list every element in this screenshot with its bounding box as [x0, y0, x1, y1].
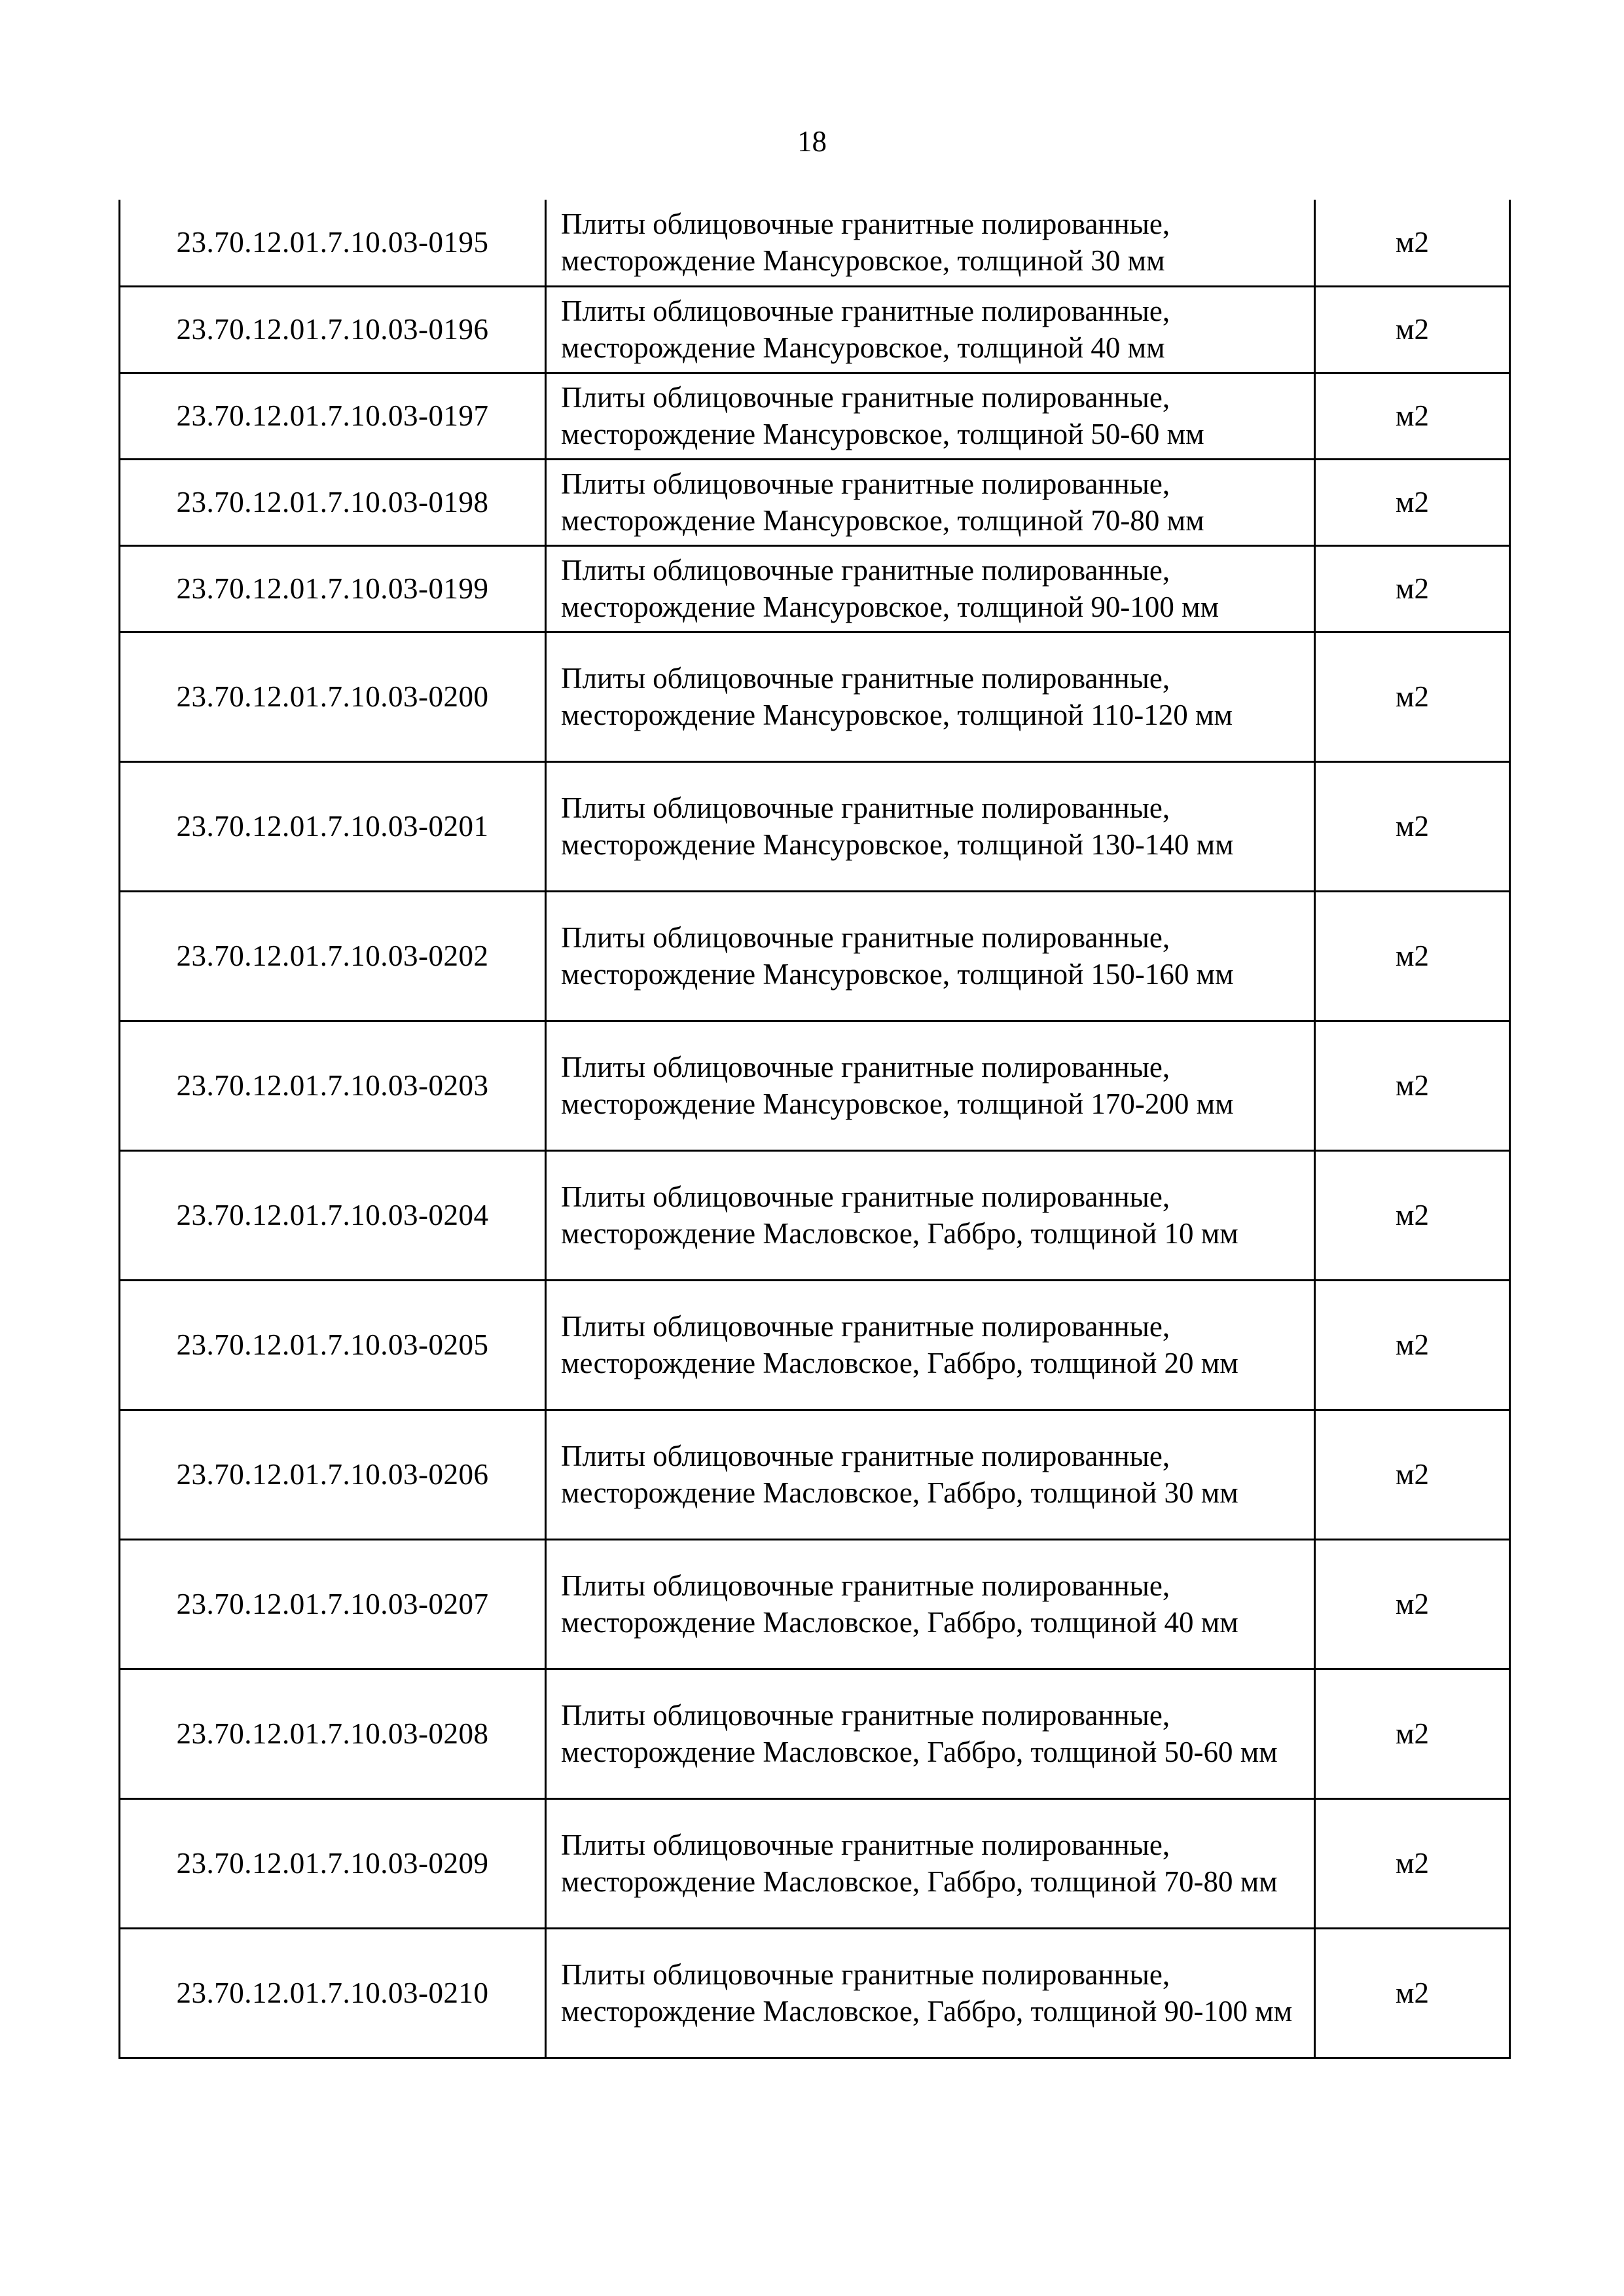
row-code: 23.70.12.01.7.10.03-0195 — [120, 200, 546, 286]
row-unit: м2 — [1315, 1539, 1510, 1669]
row-code: 23.70.12.01.7.10.03-0204 — [120, 1150, 546, 1280]
row-name: Плиты облицовочные гранитные полированные, месторождение Масловское, Габбро, толщиной 40 мм — [546, 1539, 1315, 1669]
row-unit: м2 — [1315, 459, 1510, 545]
table-row — [120, 1539, 1510, 1669]
row-name: Плиты облицовочные гранитные полированные, месторождение Масловское, Габбро, толщиной 70-80 мм — [546, 1798, 1315, 1928]
materials-table — [118, 200, 1511, 2059]
row-unit: м2 — [1315, 1410, 1510, 1539]
row-unit: м2 — [1315, 761, 1510, 891]
row-unit: м2 — [1315, 1021, 1510, 1150]
table-row — [120, 761, 1510, 891]
table-row — [120, 632, 1510, 761]
row-name: Плиты облицовочные гранитные полированные, месторождение Мансуровское, толщиной 150-160 мм — [546, 891, 1315, 1021]
table-row — [120, 891, 1510, 1021]
page-number: 18 — [797, 125, 827, 158]
row-code: 23.70.12.01.7.10.03-0203 — [120, 1021, 546, 1150]
table-row — [120, 1280, 1510, 1410]
table-row — [120, 459, 1510, 545]
row-code: 23.70.12.01.7.10.03-0197 — [120, 373, 546, 459]
row-name: Плиты облицовочные гранитные полированные, месторождение Масловское, Габбро, толщиной 20 мм — [546, 1280, 1315, 1410]
row-name: Плиты облицовочные гранитные полированные, месторождение Масловское, Габбро, толщиной 10 мм — [546, 1150, 1315, 1280]
row-code: 23.70.12.01.7.10.03-0198 — [120, 459, 546, 545]
row-code: 23.70.12.01.7.10.03-0209 — [120, 1798, 546, 1928]
table-row — [120, 545, 1510, 632]
row-name: Плиты облицовочные гранитные полированные, месторождение Мансуровское, толщиной 130-140 мм — [546, 761, 1315, 891]
table-row — [120, 1021, 1510, 1150]
row-code: 23.70.12.01.7.10.03-0201 — [120, 761, 546, 891]
row-unit: м2 — [1315, 891, 1510, 1021]
row-code: 23.70.12.01.7.10.03-0205 — [120, 1280, 546, 1410]
row-code: 23.70.12.01.7.10.03-0202 — [120, 891, 546, 1021]
row-unit: м2 — [1315, 1280, 1510, 1410]
row-unit: м2 — [1315, 373, 1510, 459]
row-name: Плиты облицовочные гранитные полированные, месторождение Мансуровское, толщиной 40 мм — [546, 286, 1315, 373]
row-code: 23.70.12.01.7.10.03-0207 — [120, 1539, 546, 1669]
row-unit: м2 — [1315, 545, 1510, 632]
table-row — [120, 373, 1510, 459]
row-code: 23.70.12.01.7.10.03-0199 — [120, 545, 546, 632]
row-unit: м2 — [1315, 286, 1510, 373]
table-row — [120, 200, 1510, 286]
row-name: Плиты облицовочные гранитные полированные, месторождение Мансуровское, толщиной 50-60 мм — [546, 373, 1315, 459]
row-unit: м2 — [1315, 200, 1510, 286]
row-code: 23.70.12.01.7.10.03-0206 — [120, 1410, 546, 1539]
row-name: Плиты облицовочные гранитные полированные, месторождение Масловское, Габбро, толщиной 90-100 мм — [546, 1928, 1315, 2058]
row-name: Плиты облицовочные гранитные полированные, месторождение Масловское, Габбро, толщиной 50-60 мм — [546, 1669, 1315, 1798]
table-row — [120, 1798, 1510, 1928]
table-row — [120, 1410, 1510, 1539]
table-row — [120, 286, 1510, 373]
row-name: Плиты облицовочные гранитные полированные, месторождение Мансуровское, толщиной 30 мм — [546, 200, 1315, 286]
row-name: Плиты облицовочные гранитные полированные, месторождение Масловское, Габбро, толщиной 30 мм — [546, 1410, 1315, 1539]
table-row — [120, 1150, 1510, 1280]
table-row — [120, 1669, 1510, 1798]
row-unit: м2 — [1315, 1928, 1510, 2058]
table-row — [120, 1928, 1510, 2058]
row-code: 23.70.12.01.7.10.03-0200 — [120, 632, 546, 761]
row-name: Плиты облицовочные гранитные полированные, месторождение Мансуровское, толщиной 110-120 мм — [546, 632, 1315, 761]
row-unit: м2 — [1315, 1669, 1510, 1798]
row-name: Плиты облицовочные гранитные полированные, месторождение Мансуровское, толщиной 170-200 мм — [546, 1021, 1315, 1150]
row-unit: м2 — [1315, 1798, 1510, 1928]
row-code: 23.70.12.01.7.10.03-0210 — [120, 1928, 546, 2058]
row-code: 23.70.12.01.7.10.03-0208 — [120, 1669, 546, 1798]
row-unit: м2 — [1315, 632, 1510, 761]
row-unit: м2 — [1315, 1150, 1510, 1280]
row-name: Плиты облицовочные гранитные полированные, месторождение Мансуровское, толщиной 90-100 мм — [546, 545, 1315, 632]
row-code: 23.70.12.01.7.10.03-0196 — [120, 286, 546, 373]
row-name: Плиты облицовочные гранитные полированные, месторождение Мансуровское, толщиной 70-80 мм — [546, 459, 1315, 545]
